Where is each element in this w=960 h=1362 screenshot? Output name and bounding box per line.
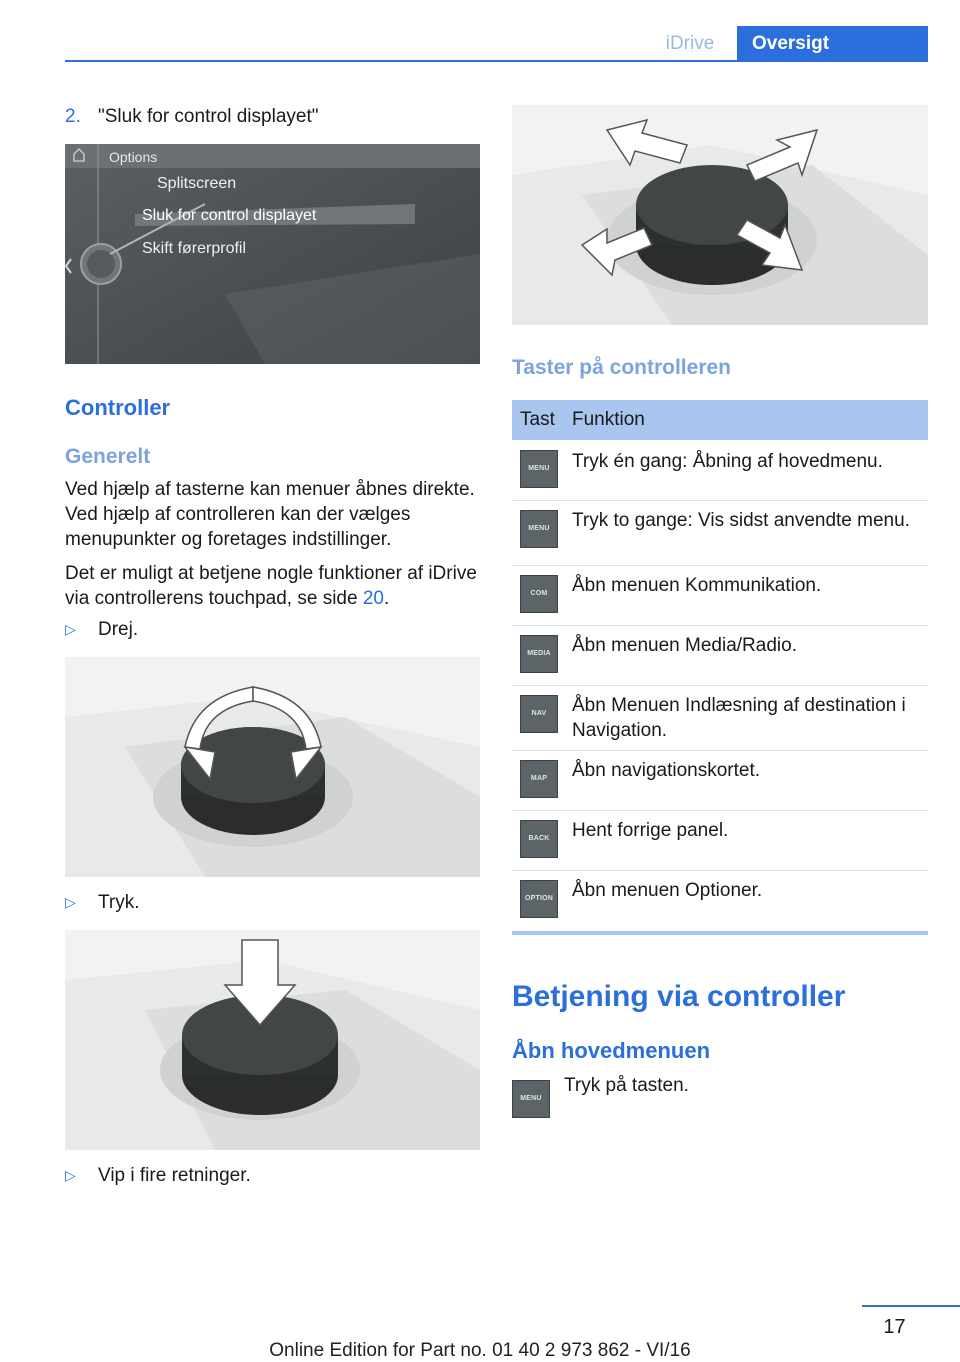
heading-taster: Taster på controlleren [512,356,732,379]
bullet-text: Vip i fire retninger. [98,1165,251,1186]
header-chapter: Oversigt [737,26,928,61]
table-row [512,500,928,566]
media-key-icon: MEDIA [520,635,558,673]
heading-generelt: Generelt [65,445,151,468]
triangle-icon: ▷ [65,894,76,910]
screen-item-splitscreen: Splitscreen [157,175,237,192]
screen-item-profile: Skift førerprofil [142,240,247,257]
bullet-text: Tryk. [98,892,140,913]
row-text: Åbn Menuen Indlæsning af destination i Navigation. [572,695,906,741]
row-text: Hent forrige panel. [572,820,729,841]
paragraph-2-end: . [383,588,390,609]
table-row [512,750,928,811]
heading-controller: Controller [65,395,171,420]
screen-svg [65,144,480,364]
row-text: Åbn menuen Kommunikation. [572,575,822,596]
table-row [512,565,928,626]
triangle-icon: ▷ [65,1167,76,1183]
row-text: Tryk to gange: Vis sidst anvendte menu. [572,510,910,531]
controller-press-image [65,930,480,1150]
controller-tilt-image [512,105,928,325]
table-row [512,625,928,686]
table-header [512,400,928,440]
triangle-icon: ▷ [65,621,76,637]
row-text: Åbn menuen Optioner. [572,880,763,901]
paragraph-2 [65,561,480,611]
option-key-icon: OPTION [520,880,558,918]
back-key-icon: BACK [520,820,558,858]
step-number: 2. [65,106,81,127]
paragraph-2-text: Det er muligt at betjene nogle funktioner af iDrive via controllerens touchpad, se side [65,563,477,609]
step-text: "Sluk for control displayet" [98,106,319,127]
table-row [512,440,928,501]
map-key-icon: MAP [520,760,558,798]
table-header-tast: Tast [520,409,555,430]
header-section: iDrive [665,33,715,54]
page-number: 17 [883,1316,906,1338]
screen-item-selected: Sluk for control displayet [142,207,317,224]
screen-title: Options [109,149,158,165]
row-text: Åbn navigationskortet. [572,760,761,781]
com-key-icon: COM [520,575,558,613]
header-rule [65,60,928,62]
bullet-text: Drej. [98,619,139,640]
table-row [512,870,928,930]
menu-key-icon: MENU [520,510,558,548]
page-link[interactable]: 20 [362,588,384,609]
controller-turn-image [65,657,480,877]
row-text: Tryk én gang: Åbning af hovedmenu. [572,451,883,472]
heading-betjening: Betjening via controller [512,980,846,1013]
nav-key-icon: NAV [520,695,558,733]
paragraph-1: Ved hjælp af tasterne kan menuer åbnes direkte. Ved hjælp af controlleren kan der vælges menupunkter og foretages indstillinger. [65,479,475,550]
table-row [512,810,928,871]
footer-rule [862,1305,960,1307]
table-row [512,685,928,751]
aabn-text: Tryk på tasten. [564,1075,689,1096]
table-end-rule [512,931,928,935]
menu-key-icon: MENU [512,1080,550,1118]
footer-edition: Online Edition for Part no. 01 40 2 973 862 - VI/16 [269,1340,691,1361]
control-display-image [65,144,480,364]
row-text: Åbn menuen Media/Radio. [572,635,797,656]
heading-aabn-hovedmenuen: Åbn hovedmenuen [512,1038,711,1063]
table-header-funktion: Funktion [572,409,645,430]
menu-key-icon: MENU [520,450,558,488]
